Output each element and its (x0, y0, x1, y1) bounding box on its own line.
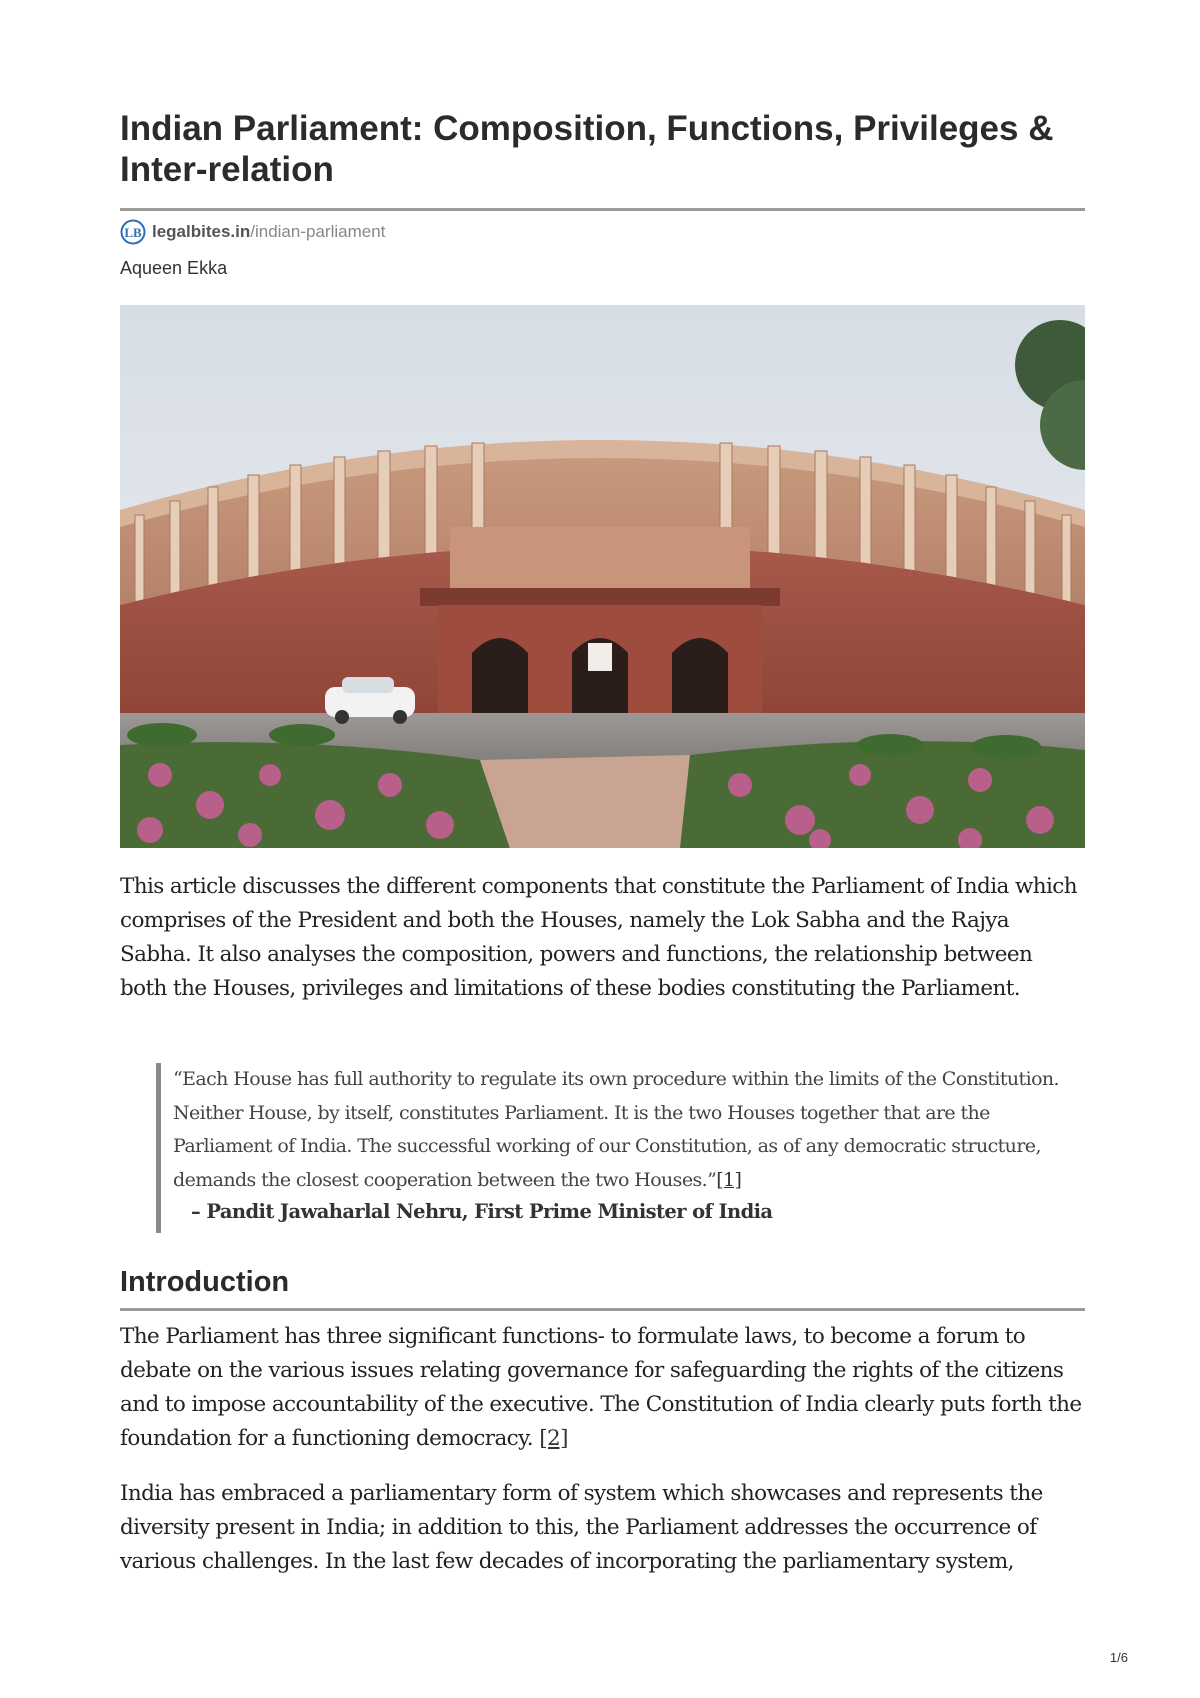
author-name: Aqueen Ekka (120, 258, 228, 278)
source-path[interactable]: /indian-parliament (250, 222, 386, 241)
page-number: 1/6 (1109, 1650, 1128, 1665)
source-link[interactable] (120, 219, 385, 245)
quote-attribution: – Pandit Jawaharlal Nehru, First Prime Minister of India (191, 1200, 773, 1223)
parliament-building-image (120, 305, 1085, 848)
section-divider (120, 1308, 1085, 1311)
source-text[interactable] (152, 222, 385, 242)
introduction-paragraph-2: India has embraced a parliamentary form of system which showcases and represents the diversity present in India; in addition to this, the Parliament addresses the occurrence of various challenges. In the last few decades of incorporating the parliamentary system, (120, 1481, 1043, 1574)
legalbites-logo-icon (120, 219, 146, 245)
intro-paragraph: This article discusses the different components that constitute the Parliament of India which comprises of the President and both the Houses, namely the Lok Sabha and the Rajya Sabha. It also analyses the composition, powers and functions, the relationship between both the Houses, privileges and limitations of these bodies constituting the Parliament. (120, 874, 1077, 1001)
title-divider (120, 208, 1085, 211)
introduction-paragraph-1 (120, 1320, 1085, 1456)
svg-text:LB: LB (124, 225, 142, 240)
quote-body: “Each House has full authority to regulate its own procedure within the limits of the Constitution. Neither House, by itself, constitutes Parliament. It is the two Houses together that are the Parliament of India. The successful working of our Constitution, as of any democratic structure, demands the closest cooperation between the two Houses.” (173, 1068, 1059, 1191)
quote-bar (156, 1063, 161, 1233)
source-domain[interactable]: legalbites.in (152, 222, 251, 241)
paragraph-1-text: The Parliament has three significant functions- to formulate laws, to become a forum to debate on the various issues relating governance for safeguarding the rights of the citizens and to impose accountability of the executive. The Constitution of India clearly puts forth the foundation for a functioning democracy. (120, 1324, 1082, 1451)
section-heading-introduction: Introduction (120, 1266, 290, 1298)
quote-text (173, 1063, 1083, 1197)
footnote-link-2[interactable]: [2] (539, 1426, 568, 1451)
blockquote (156, 1063, 1086, 1233)
footnote-link-1[interactable]: [1] (716, 1168, 742, 1191)
article-title: Indian Parliament: Composition, Functions, Privileges & Inter-relation (120, 109, 1054, 189)
